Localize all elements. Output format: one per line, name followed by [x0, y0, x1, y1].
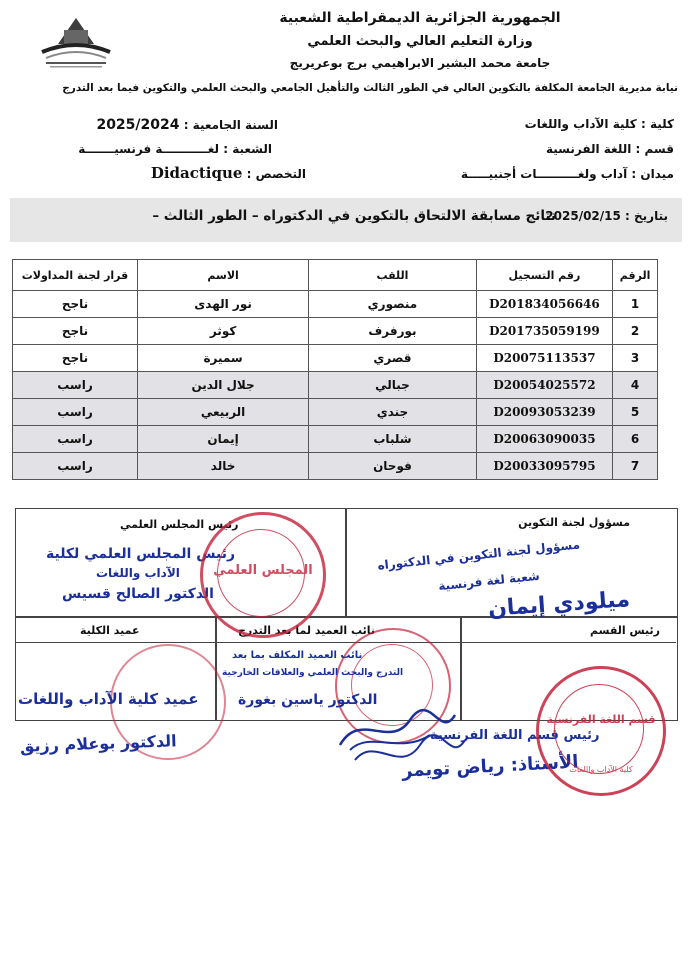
row-num: 4	[613, 372, 658, 399]
row-surname: شلباب	[309, 426, 477, 453]
row-surname: قصري	[309, 345, 477, 372]
faculty-round-stamp-text: كلية الآداب واللغات	[569, 765, 633, 774]
banner-date	[545, 209, 668, 223]
domain-label: ميدان	[640, 167, 674, 181]
table-header-row	[13, 260, 658, 291]
council-round-stamp	[200, 512, 326, 638]
department-round-stamp-text: قسم اللغة الفرنسية	[546, 713, 656, 726]
row-surname: جندي	[309, 399, 477, 426]
row-decision: ناجح	[13, 318, 138, 345]
row-name: نور الهدى	[137, 291, 308, 318]
faculty-value: : كلية الآداب واللغات	[524, 117, 646, 131]
row-num: 6	[613, 426, 658, 453]
council-stamp-line2: الآداب واللغات	[96, 566, 180, 580]
row-surname: فوحان	[309, 453, 477, 480]
dean-name: الدكتور بوعلام رزيق	[19, 731, 177, 756]
row-registration: D20054025572	[476, 372, 612, 399]
dept-head-title: رئيس القسم	[590, 624, 660, 637]
vice-dean-stamp-line2: التدرج والبحث العلمي والعلاقات الخارجية	[222, 668, 404, 678]
row-name: الربيعي	[137, 399, 308, 426]
row-registration: D20063090035	[476, 426, 612, 453]
header-name: الاسم	[137, 260, 308, 291]
row-num: 5	[613, 399, 658, 426]
council-stamp-line1: رئيس المجلس العلمي لكلية	[46, 546, 236, 562]
vice-rectorate-title: نيابة مديرية الجامعة المكلفة بالتكوين العالي في الطور الثالث والتأهيل الجامعي والبحث العلمي والتكوين فيما بعد التدرج	[62, 82, 678, 94]
specialty-value: Didactique	[150, 164, 243, 182]
republic-title: الجمهورية الجزائرية الديمقراطية الشعبية	[279, 10, 561, 26]
row-decision: ناجح	[13, 291, 138, 318]
table-row	[13, 426, 658, 453]
row-decision: راسب	[13, 426, 138, 453]
row-decision: ناجح	[13, 345, 138, 372]
row-surname: منصوري	[309, 291, 477, 318]
dean-title: عميد الكلية	[80, 624, 140, 637]
academic-year-label: السنة الجامعية :	[183, 118, 278, 132]
table-row	[13, 372, 658, 399]
table-row	[13, 399, 658, 426]
dept-stamp-line1: رئيس قسم اللغة الفرنسية	[430, 728, 600, 743]
department-field	[546, 142, 674, 156]
header-surname: اللقب	[309, 260, 477, 291]
branch-value: لغـــــــــــة فرنسيـــــــة	[78, 142, 220, 156]
dept-head-name: الأستاذ: رياض تويمر	[401, 751, 579, 782]
row-name: جلال الدين	[137, 372, 308, 399]
row-registration: D20093053239	[476, 399, 612, 426]
row-name: سميرة	[137, 345, 308, 372]
council-round-stamp-text: المجلس العلمي	[213, 563, 313, 578]
specialty-field	[151, 164, 306, 182]
row-surname: بورفرف	[309, 318, 477, 345]
university-logo	[36, 8, 116, 72]
results-table	[12, 259, 658, 480]
training-stamp-line2: شعبة لغة فرنسية	[437, 568, 541, 594]
training-head-name: ميلودي إيمان	[487, 587, 631, 622]
header-num: الرقم	[613, 260, 658, 291]
department-label: قسم	[644, 142, 674, 156]
signature-divider	[15, 642, 676, 643]
council-head-title: رئيس المجلس العلمي	[120, 518, 239, 531]
vice-dean-name: الدكتور ياسين بغورة	[238, 692, 378, 708]
row-registration: D20033095795	[476, 453, 612, 480]
faculty-label: كلية	[649, 117, 674, 131]
training-head-title: مسؤول لجنة التكوين	[518, 516, 630, 529]
banner-date-value: 2025/02/15	[545, 209, 621, 223]
table-row	[13, 318, 658, 345]
row-num: 3	[613, 345, 658, 372]
header-registration: رقم التسجيل	[476, 260, 612, 291]
row-num: 2	[613, 318, 658, 345]
vice-dean-stamp-line1: نائب العميد المكلف بما بعد	[232, 650, 363, 661]
faculty-field	[525, 117, 674, 131]
branch-label: الشعبة :	[223, 142, 272, 156]
row-name: إيمان	[137, 426, 308, 453]
vice-dean-title: نائب العميد لما بعد التدرج	[238, 624, 376, 637]
header-decision: قرار لجنة المداولات	[13, 260, 138, 291]
row-decision: راسب	[13, 453, 138, 480]
department-value: : اللغة الفرنسية	[545, 142, 641, 156]
table-row	[13, 453, 658, 480]
council-head-name: الدكتور الصالح قسيس	[62, 586, 214, 602]
dept-head-signature-scribble	[350, 730, 470, 780]
row-name: خالد	[137, 453, 308, 480]
table-row	[13, 291, 658, 318]
academic-year-value: 2025/2024	[96, 117, 180, 133]
row-decision: راسب	[13, 399, 138, 426]
row-name: كوثر	[137, 318, 308, 345]
table-row	[13, 345, 658, 372]
domain-value: : آداب ولغــــــــــات أجنبيـــــة	[460, 167, 637, 181]
banner-date-label: بتاريخ :	[625, 209, 668, 223]
row-registration: D20075113537	[476, 345, 612, 372]
ministry-title: وزارة التعليم العالي والبحث العلمي	[307, 34, 533, 49]
training-stamp-line1: مسؤول لجنة التكوين في الدكتوراه	[376, 537, 581, 573]
row-registration: D201735059199	[476, 318, 612, 345]
row-num: 7	[613, 453, 658, 480]
banner-title: نتائج مسابقة الالتحاق بالتكوين في الدكتوراه – الطور الثالث –	[152, 208, 556, 224]
row-decision: راسب	[13, 372, 138, 399]
branch-field	[78, 142, 272, 156]
specialty-label: : التخصص	[246, 167, 306, 181]
domain-field	[461, 167, 674, 181]
academic-year-field	[96, 117, 278, 133]
dean-stamp-line1: عميد كلية الآداب واللغات	[18, 690, 199, 708]
university-title: جامعة محمد البشير الابراهيمي برج بوعريريج	[289, 56, 551, 70]
row-registration: D201834056646	[476, 291, 612, 318]
row-num: 1	[613, 291, 658, 318]
department-round-stamp	[536, 666, 666, 796]
results-banner	[10, 198, 682, 242]
row-surname: جبالي	[309, 372, 477, 399]
